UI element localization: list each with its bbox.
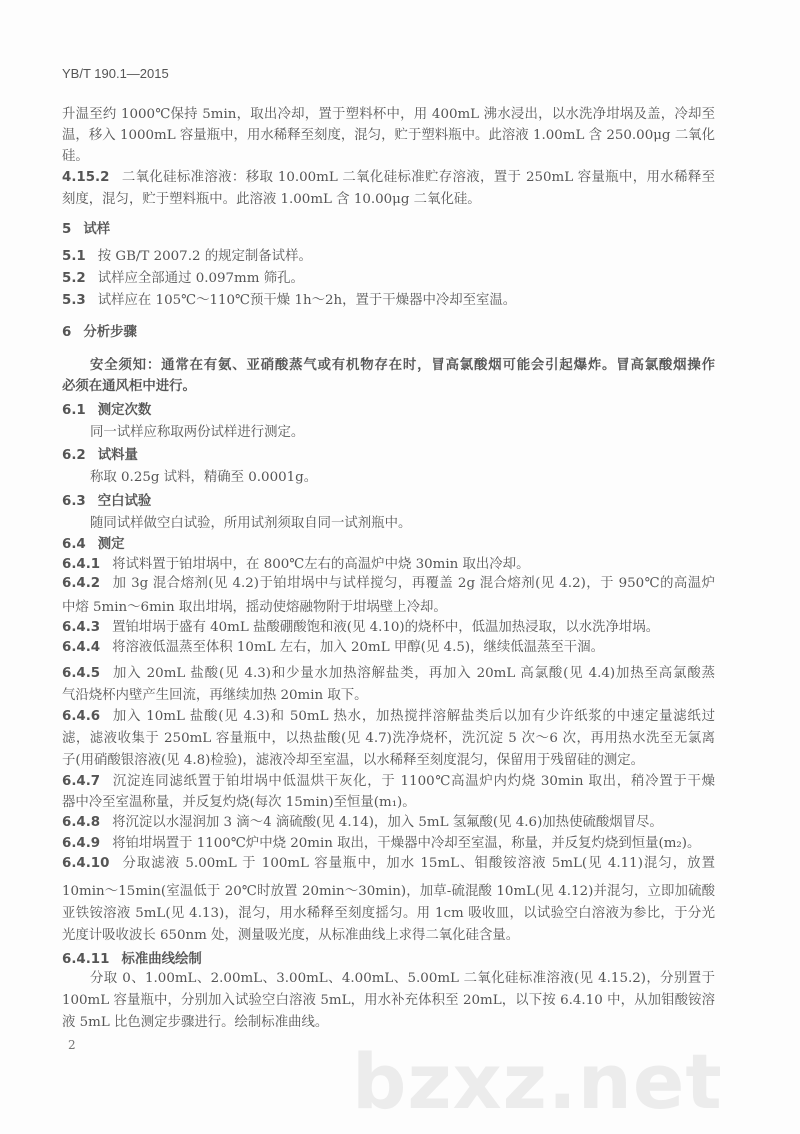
clause-number: 6.4.11	[62, 952, 110, 967]
clause-text: 沉淀连同滤纸置于铂坩埚中低温烘干灰化，于 1100℃高温炉内灼烧 30min 取出，稍冷置于干燥	[112, 774, 715, 789]
paragraph-line: 中熔 5min～6min 取出坩埚，摇动使熔融物附于坩埚壁上冷却。	[62, 600, 447, 615]
section-number: 5	[62, 222, 72, 237]
section-6-heading	[62, 324, 715, 342]
clause-number: 6.4.7	[62, 774, 101, 789]
clause-number: 6.4.1	[62, 557, 101, 572]
clause-6-2-heading	[62, 447, 715, 465]
clause-text: 二氧化硅标准溶液：移取 10.00mL 二氧化硅标准贮存溶液，置于 250mL 容量瓶中，用水稀释至	[121, 170, 715, 185]
paragraph-line: 温，移入 1000mL 容量瓶中，用水稀释至刻度，混匀，贮于塑料瓶中。此溶液 1.00mL 含 250.00μg 二氧化	[62, 128, 715, 143]
paragraph-line: 滤，滤液收集于 250mL 容量瓶中，以热盐酸(见 4.7)洗净烧杯，洗沉淀 5 次～6 次，再用热水洗至无氯离	[62, 731, 715, 746]
clause-text: 试样应在 105℃～110℃预干燥 1h～2h，置于干燥器中冷却至室温。	[97, 293, 517, 308]
clause-text: 加入 10mL 盐酸(见 4.3)和 50mL 热水，加热搅拌溶解盐类后以加有少许纸浆的中速定量滤纸过	[112, 709, 715, 724]
clause-number: 5.3	[62, 293, 86, 308]
section-title: 试样	[83, 222, 111, 237]
paragraph-line: 器中冷至室温称量，并反复灼烧(每次 15min)至恒量(m₁)。	[62, 795, 416, 810]
clause-number: 5.1	[62, 249, 86, 264]
clause-5-3	[62, 292, 715, 310]
section-title: 分析步骤	[83, 325, 137, 340]
paragraph-line: 亚铁铵溶液 5mL(见 4.13)，混匀，用水稀释至刻度摇匀。用 1cm 吸收皿，以试验空白溶液为参比，于分光	[62, 906, 715, 921]
clause-6-4-11-heading	[62, 951, 715, 969]
clause-number: 4.15.2	[62, 170, 110, 185]
clause-6-4-3	[62, 619, 715, 637]
paragraph-line: 100mL 容量瓶中，分别加入试验空白溶液 5mL，用水补充体积至 20mL，以下按 6.4.10 中，从加钼酸铵溶	[62, 993, 715, 1008]
clause-number: 6.4.6	[62, 709, 101, 724]
clause-text: 加入 20mL 盐酸(见 4.3)和少量水加热溶解盐类，再加入 20mL 高氯酸(见 4.4)加热至高氯酸蒸	[112, 666, 715, 681]
clause-6-4-1	[62, 556, 715, 574]
clause-text: 将试料置于铂坩埚中，在 800℃左右的高温炉中烧 30min 取出冷却。	[112, 557, 530, 572]
safety-notice-line: 必须在通风柜中进行。	[62, 379, 196, 394]
paragraph-line: 10min～15min(室温低于 20℃时放置 20min～30min)，加草-硫混酸 10mL(见 4.12)并混匀，立即加硫酸	[62, 884, 715, 899]
standard-code-header: YB/T 190.1—2015	[62, 66, 169, 81]
clause-6-4-2	[62, 575, 715, 593]
page-number: 2	[68, 1038, 76, 1052]
paragraph-line: 光度计吸收波长 650nm 处，测量吸光度，从标准曲线上求得二氧化硅含量。	[62, 928, 520, 943]
section-number: 6	[62, 325, 72, 340]
clause-number: 6.3	[62, 494, 86, 509]
clause-6-4-9	[62, 835, 715, 853]
clause-number: 6.4.4	[62, 640, 101, 655]
watermark: bzxz.net	[352, 1037, 723, 1126]
clause-4-15-2	[62, 169, 715, 187]
clause-text: 称取 0.25g 试料，精确至 0.0001g。	[90, 470, 318, 485]
clause-text: 加 3g 混合熔剂(见 4.2)于铂坩埚中与试样搅匀，再覆盖 2g 混合熔剂(见 4.2)，于 950℃的高温炉	[112, 576, 715, 591]
clause-number: 6.4.2	[62, 576, 101, 591]
clause-text: 试样应全部通过 0.097mm 筛孔。	[97, 271, 304, 286]
clause-6-3-heading	[62, 493, 715, 511]
paragraph-line: 分取 0、1.00mL、2.00mL、3.00mL、4.00mL、5.00mL 二氧化硅标准溶液(见 4.15.2)，分别置于	[90, 971, 715, 986]
clause-6-4-5	[62, 665, 715, 683]
clause-number: 6.2	[62, 448, 86, 463]
clause-5-2	[62, 270, 715, 288]
clause-number: 5.2	[62, 271, 86, 286]
clause-number: 6.4.3	[62, 620, 101, 635]
section-5-heading	[62, 221, 715, 239]
clause-5-1	[62, 248, 715, 266]
clause-number: 6.1	[62, 403, 86, 418]
clause-6-4-6	[62, 708, 715, 726]
clause-title: 测定次数	[97, 403, 152, 418]
clause-number: 6.4.10	[62, 856, 110, 871]
clause-title: 试料量	[97, 448, 138, 463]
clause-title: 标准曲线绘制	[121, 952, 202, 967]
paragraph-line: 子(用硝酸银溶液(见 4.8)检验)，滤液冷却至室温，以水稀释至刻度混匀，保留用于残留硅的测定。	[62, 753, 645, 768]
paragraph-line: 气沿烧杯内壁产生回流，再继续加热 20min 取下。	[62, 688, 368, 703]
clause-text: 将铂坩埚置于 1100℃炉中烧 20min 取出，干燥器中冷却至室温，称量，并反复灼烧到恒量(m₂)。	[112, 836, 701, 851]
clause-title: 测定	[97, 537, 125, 552]
clause-6-4-7	[62, 773, 715, 791]
clause-number: 6.4.5	[62, 666, 101, 681]
clause-number: 6.4	[62, 537, 86, 552]
clause-6-4-8	[62, 814, 715, 832]
paragraph-line: 升温至约 1000℃保持 5min，取出冷却，置于塑料杯中，用 400mL 沸水浸出，以水洗净坩埚及盖，冷却至	[62, 107, 715, 122]
paragraph-line: 刻度，混匀，贮于塑料瓶中。此溶液 1.00mL 含 10.00μg 二氧化硅。	[62, 192, 481, 207]
clause-number: 6.4.8	[62, 815, 101, 830]
paragraph-line: 液 5mL 比色测定步骤进行。绘制标准曲线。	[62, 1015, 329, 1030]
clause-6-4-heading	[62, 536, 715, 554]
clause-text: 将溶液低温蒸至体积 10mL 左右，加入 20mL 甲醇(见 4.5)，继续低温蒸至干涸。	[112, 640, 604, 655]
clause-text: 将沉淀以水湿润加 3 滴～4 滴硫酸(见 4.14)，加入 5mL 氢氟酸(见 4.6)加热使硫酸烟冒尽。	[112, 815, 663, 830]
clause-text: 随同试样做空白试验，所用试剂须取自同一试剂瓶中。	[90, 516, 412, 531]
clause-6-4-10	[62, 855, 715, 873]
clause-6-4-4	[62, 639, 715, 657]
clause-text: 同一试样应称取两份试样进行测定。	[90, 425, 305, 440]
clause-number: 6.4.9	[62, 836, 101, 851]
clause-text: 按 GB/T 2007.2 的规定制备试样。	[97, 249, 312, 264]
paragraph-line: 硅。	[62, 149, 89, 164]
clause-6-1-heading	[62, 402, 715, 420]
safety-notice-line: 安全须知：通常在有氨、亚硝酸蒸气或有机物存在时，冒高氯酸烟可能会引起爆炸。冒高氯酸烟操作	[90, 358, 715, 373]
clause-title: 空白试验	[97, 494, 152, 509]
clause-text: 置铂坩埚于盛有 40mL 盐酸硼酸饱和液(见 4.10)的烧杯中，低温加热浸取，以水洗净坩埚。	[112, 620, 660, 635]
clause-text: 分取滤液 5.00mL 于 100mL 容量瓶中，加水 15mL、钼酸铵溶液 5mL(见 4.11)混匀，放置	[121, 856, 715, 871]
